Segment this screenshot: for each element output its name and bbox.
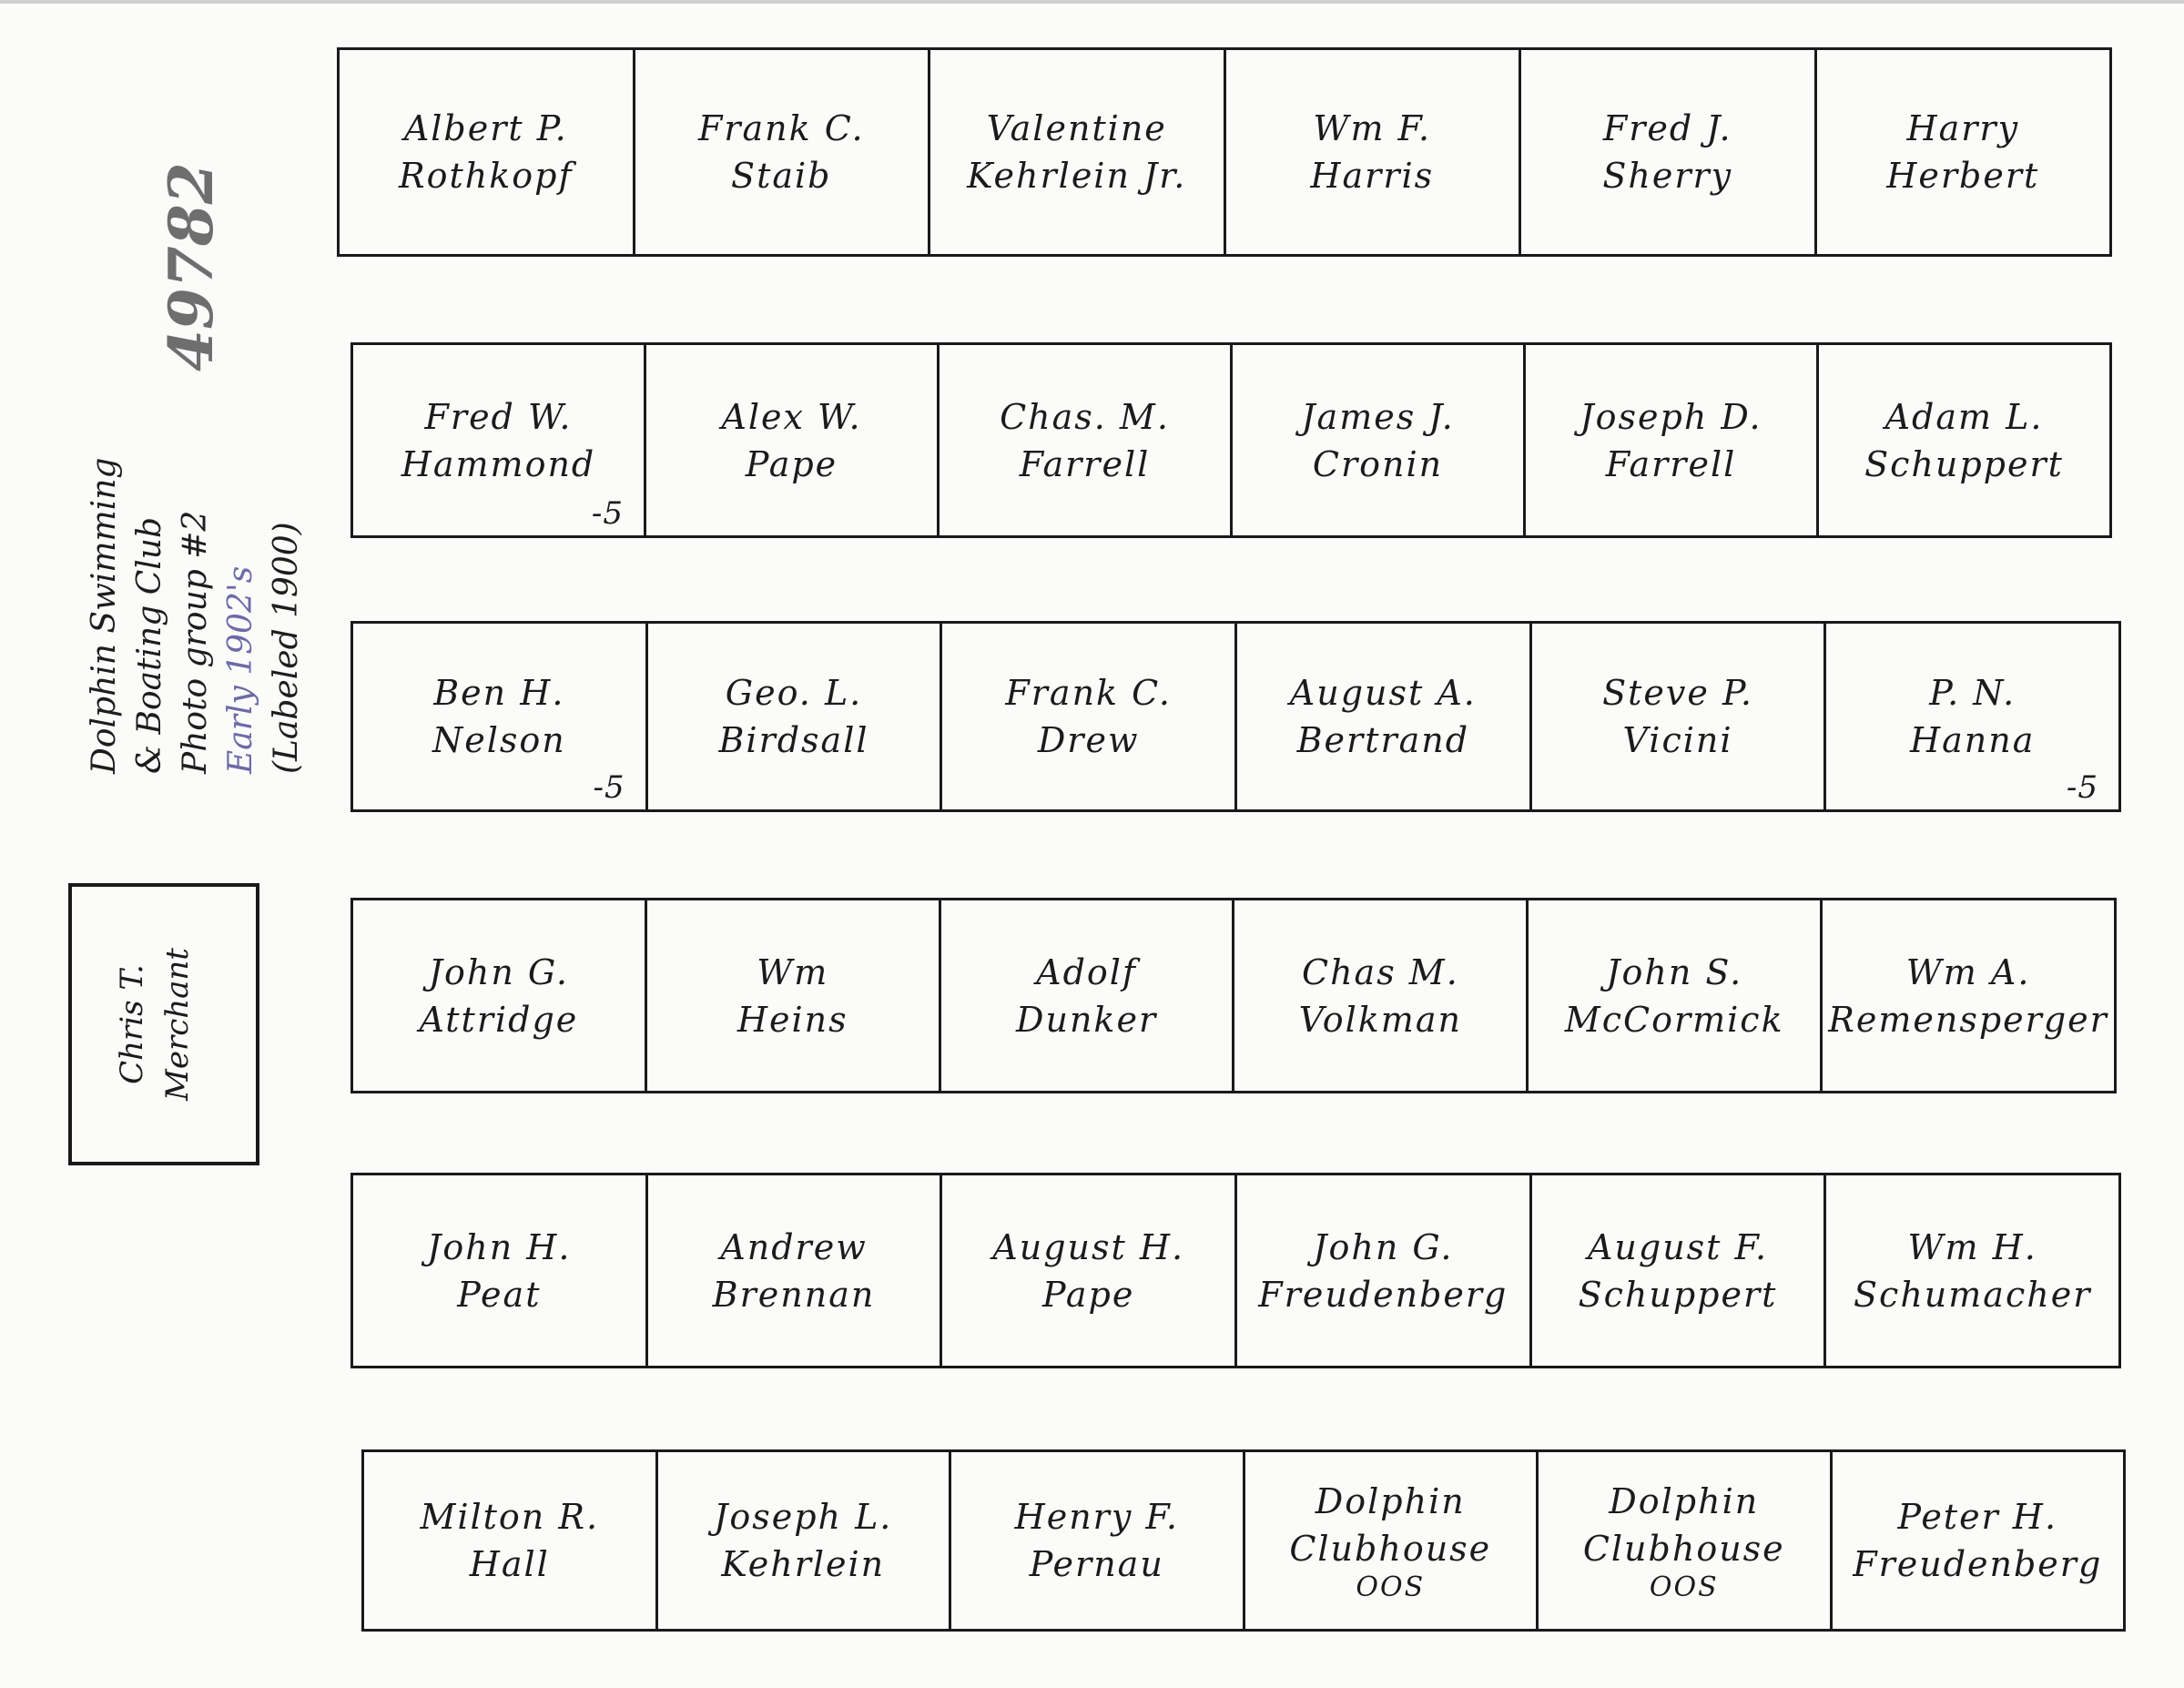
- name-cell: [1819, 345, 2109, 535]
- name-cell: [353, 345, 646, 535]
- cell-line-2: Bertrand: [1296, 720, 1470, 760]
- name-cell: [951, 1452, 1245, 1629]
- cell-line-1: John H.: [427, 1226, 572, 1267]
- cell-line-2: Kehrlein: [721, 1544, 886, 1584]
- standalone-name: [109, 888, 218, 1161]
- standalone-last-name: Merchant: [159, 948, 196, 1101]
- cell-line-1: Joseph D.: [1580, 396, 1762, 437]
- cell-mark: -5: [2066, 769, 2099, 806]
- name-cell: [646, 345, 940, 535]
- name-cell: [364, 1452, 658, 1629]
- cell-line-1: Wm A.: [1905, 951, 2031, 992]
- name-cell: [930, 50, 1226, 254]
- cell-line-2: Harris: [1310, 156, 1435, 196]
- name-cell: [941, 900, 1235, 1091]
- cell-line-1: Ben H.: [433, 673, 565, 713]
- cell-line-2: Schuppert: [1578, 1274, 1778, 1315]
- cell-line-1: Dolphin: [1315, 1481, 1466, 1521]
- cell-line-2: Sherry: [1602, 156, 1733, 196]
- cell-line-1: P. N.: [1929, 673, 2016, 713]
- cell-line-1: Valentine: [986, 108, 1167, 148]
- name-cell: [1529, 900, 1823, 1091]
- name-cell: [1526, 345, 1819, 535]
- cell-line-2: Heins: [736, 999, 848, 1040]
- cell-line-2: Farrell: [1019, 443, 1151, 484]
- cell-line-2: McCormick: [1564, 999, 1784, 1040]
- name-cell: [1826, 1175, 2118, 1366]
- cell-line-2: Freudenberg: [1853, 1544, 2103, 1584]
- cell-line-2: Peat: [457, 1274, 542, 1315]
- cell-line-2: Pernau: [1029, 1544, 1164, 1584]
- name-row: [350, 1173, 2121, 1368]
- cell-line-2: Pape: [1042, 1274, 1135, 1315]
- cell-line-2: Nelson: [432, 720, 566, 760]
- name-cell: [1226, 50, 1522, 254]
- name-cell: [648, 624, 943, 809]
- cell-line-2: Schuppert: [1864, 443, 2064, 484]
- name-cell: [635, 50, 931, 254]
- cell-line-2: Birdsall: [718, 720, 869, 760]
- cell-line-2: Vicini: [1622, 720, 1733, 760]
- cell-line-2: Rothkopf: [398, 156, 574, 196]
- cell-line-2: Clubhouse: [1289, 1529, 1492, 1569]
- cell-line-1: Wm H.: [1907, 1226, 2037, 1267]
- cell-line-2: Dunker: [1016, 999, 1158, 1040]
- cell-line-1: John S.: [1606, 951, 1743, 992]
- name-cell: [1817, 50, 2110, 254]
- cell-line-2: Kehrlein Jr.: [967, 156, 1187, 196]
- name-cell: [1532, 624, 1827, 809]
- name-cell: [647, 900, 941, 1091]
- name-cell: [1833, 1452, 2124, 1629]
- cell-line-1: Steve P.: [1602, 673, 1753, 713]
- name-cell: [353, 900, 647, 1091]
- cell-line-1: Chas. M.: [1000, 396, 1170, 437]
- side-note-line: & Boating Club: [131, 516, 168, 774]
- name-cell: [648, 1175, 943, 1366]
- name-cell: [353, 1175, 648, 1366]
- cell-line-2: Hammond: [401, 443, 596, 484]
- cell-line-1: John G.: [428, 951, 570, 992]
- side-note-line: Early 1902's: [222, 565, 259, 774]
- cell-line-1: Albert P.: [403, 108, 568, 148]
- name-cell: [940, 345, 1233, 535]
- cell-line-1: August F.: [1587, 1226, 1769, 1267]
- name-cell: [1521, 50, 1817, 254]
- name-row: [361, 1449, 2126, 1632]
- cell-line-1: James J.: [1301, 396, 1455, 437]
- cell-line-1: Geo. L.: [725, 673, 863, 713]
- cell-line-1: Chas M.: [1302, 951, 1459, 992]
- name-cell: [1245, 1452, 1539, 1629]
- name-row: [350, 621, 2121, 812]
- cell-line-2: Staib: [731, 156, 832, 196]
- cell-line-1: Fred J.: [1602, 108, 1732, 148]
- cell-line-1: Andrew: [720, 1226, 868, 1267]
- cell-line-1: Henry F.: [1014, 1497, 1179, 1537]
- name-row: [350, 342, 2112, 538]
- cell-line-2: Brennan: [712, 1274, 876, 1315]
- name-cell: [1237, 1175, 1532, 1366]
- cell-line-1: Frank C.: [697, 108, 865, 148]
- cell-line-1: Peter H.: [1897, 1497, 2058, 1537]
- name-row: [350, 898, 2117, 1093]
- name-cell: [1823, 900, 2114, 1091]
- standalone-first-name: Chris T.: [114, 964, 150, 1084]
- cell-line-1: John G.: [1313, 1226, 1454, 1267]
- cell-line-1: Harry: [1906, 108, 2020, 148]
- name-cell: [1237, 624, 1532, 809]
- name-cell: [1234, 900, 1529, 1091]
- cell-line-3: OOS: [1356, 1571, 1426, 1603]
- cell-line-1: Joseph L.: [714, 1497, 893, 1537]
- cell-mark: -5: [593, 769, 625, 806]
- cell-line-2: Cronin: [1312, 443, 1444, 484]
- standalone-name-box: [68, 883, 259, 1165]
- cell-line-1: Dolphin: [1609, 1481, 1760, 1521]
- cell-line-2: Schumacher: [1854, 1274, 2092, 1315]
- cell-line-2: Pape: [745, 443, 838, 484]
- name-cell: [340, 50, 635, 254]
- cell-line-1: Frank C.: [1005, 673, 1172, 713]
- cell-line-2: Hall: [469, 1544, 550, 1584]
- cell-line-2: Hanna: [1909, 720, 2036, 760]
- cell-line-2: Freudenberg: [1258, 1274, 1508, 1315]
- catalog-number: 49782: [156, 162, 227, 371]
- name-cell: [1826, 624, 2118, 809]
- cell-line-3: OOS: [1649, 1571, 1719, 1603]
- side-note-line: Photo group #2: [177, 510, 214, 774]
- cell-mark: -5: [591, 495, 624, 532]
- scan-edge: [0, 0, 2184, 4]
- cell-line-1: August A.: [1289, 673, 1477, 713]
- name-cell: [942, 1175, 1237, 1366]
- name-cell: [942, 624, 1237, 809]
- side-note-line: (Labeled 1900): [268, 522, 305, 774]
- name-cell: [1539, 1452, 1833, 1629]
- cell-line-1: Milton R.: [420, 1497, 600, 1537]
- name-cell: [1532, 1175, 1827, 1366]
- name-cell: [353, 624, 648, 809]
- cell-line-2: Remensperger: [1828, 999, 2108, 1040]
- cell-line-1: Alex W.: [721, 396, 862, 437]
- cell-line-2: Herbert: [1886, 156, 2040, 196]
- cell-line-1: Adam L.: [1884, 396, 2044, 437]
- cell-line-2: Farrell: [1605, 443, 1737, 484]
- cell-line-1: Wm F.: [1313, 108, 1432, 148]
- name-cell: [1233, 345, 1526, 535]
- cell-line-1: Adolf: [1036, 951, 1137, 992]
- cell-line-2: Drew: [1037, 720, 1140, 760]
- name-cell: [658, 1452, 952, 1629]
- cell-line-1: Fred W.: [424, 396, 573, 437]
- cell-line-1: August H.: [992, 1226, 1185, 1267]
- cell-line-2: Clubhouse: [1582, 1529, 1785, 1569]
- name-row: [337, 47, 2112, 257]
- side-note-line: Dolphin Swimming: [86, 457, 123, 774]
- cell-line-1: Wm: [757, 951, 829, 992]
- cell-line-2: Volkman: [1298, 999, 1462, 1040]
- cell-line-2: Attridge: [419, 999, 579, 1040]
